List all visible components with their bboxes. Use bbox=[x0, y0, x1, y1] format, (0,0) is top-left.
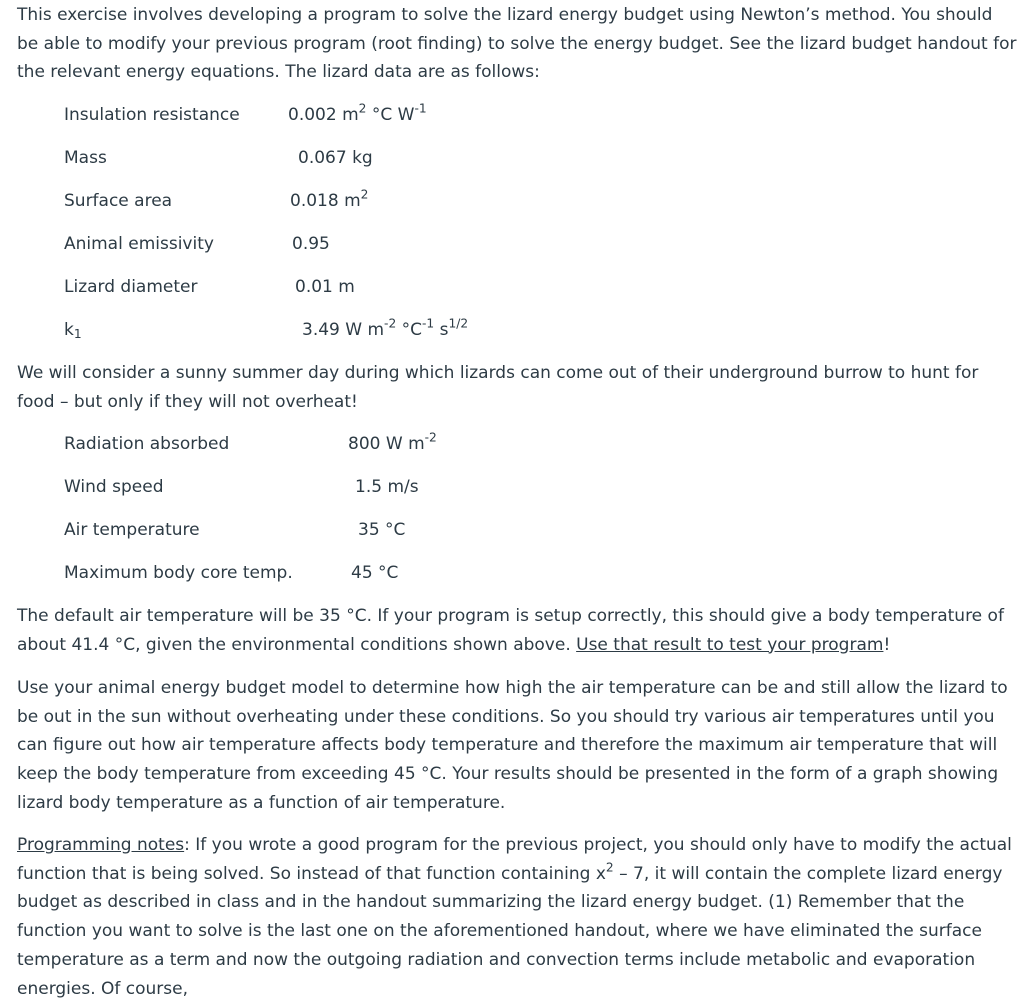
value-wind-speed: 1.5 m/s bbox=[355, 477, 419, 497]
task-paragraph: Use your animal energy budget model to determine how high the air temperature can be and still allow the lizard to be out in the sun without overheating under these conditions. So you should try various air temperatures until you can figure out how air temperature affects body temperature and therefore the maximum air temperature that will keep the body temperature from exceeding 45 °C. Your results should be presented in the form of a graph showing lizard body temperature as a function of air temperature. bbox=[17, 678, 1008, 813]
value-animal-emissivity: 0.95 bbox=[292, 234, 330, 254]
label-lizard-diameter: Lizard diameter bbox=[64, 277, 198, 297]
label-radiation-absorbed: Radiation absorbed bbox=[64, 434, 230, 454]
label-animal-emissivity: Animal emissivity bbox=[64, 234, 214, 254]
label-mass: Mass bbox=[64, 148, 107, 168]
test-program-link[interactable]: Use that result to test your program bbox=[576, 634, 884, 655]
value-mass: 0.067 kg bbox=[298, 148, 373, 168]
label-surface-area: Surface area bbox=[64, 191, 173, 211]
intro-paragraph: This exercise involves developing a program to solve the lizard energy budget using Newton’s method. You should be able to modify your previous program (root finding) to solve the energy budget. See the lizard budget handout for the relevant energy equations. The lizard data are as follows: bbox=[17, 5, 1017, 83]
label-air-temperature: Air temperature bbox=[64, 520, 200, 540]
label-k1: $k_1$ bbox=[64, 320, 82, 342]
programming-notes-heading: Programming notes bbox=[17, 835, 185, 855]
label-insulation-resistance: Insulation resistance bbox=[64, 105, 240, 125]
value-k1: 3.49 W $m^{-2}$ $^\circ C^{-1}$ $s^{1/2}$ bbox=[302, 316, 469, 340]
value-insulation-resistance: 0.002 $m^2$ °C $W^{-1}$ bbox=[288, 101, 427, 125]
default-temperature-paragraph: The default air temperature will be 35 °C. If your program is setup correctly, this should give a body temperature of about 41.4 °C, given the environmental conditions shown above. Use that result to test your program! bbox=[17, 606, 1004, 655]
label-max-body-core-temp: Maximum body core temp. bbox=[64, 563, 293, 583]
conditions-intro-paragraph: We will consider a sunny summer day during which lizards can come out of their underground burrow to hunt for food – but only if they will not overheat! bbox=[17, 363, 979, 412]
value-max-body-core-temp: 45 °C bbox=[351, 563, 399, 583]
value-air-temperature: 35 °C bbox=[358, 520, 406, 540]
value-radiation-absorbed: 800 W $m^{-2}$ bbox=[348, 430, 437, 454]
value-lizard-diameter: 0.01 m bbox=[295, 277, 355, 297]
label-wind-speed: Wind speed bbox=[64, 477, 164, 497]
programming-notes-paragraph: Programming notes: If you wrote a good program for the previous project, you should only have to modify the actual function that is being solved. So instead of that function containing $x^2 - 7$, it will contain the complete lizard energy budget as described in class and in the handout summarizing the lizard energy budget. (1) Remember that the function you want to solve is the last one on the aforementioned handout, where we have eliminated the surface temperature as a term and now the outgoing radiation and convection terms include metabolic and evaporation energies. Of course, bbox=[17, 835, 1012, 999]
value-surface-area: 0.018 $m^2$ bbox=[290, 187, 369, 211]
